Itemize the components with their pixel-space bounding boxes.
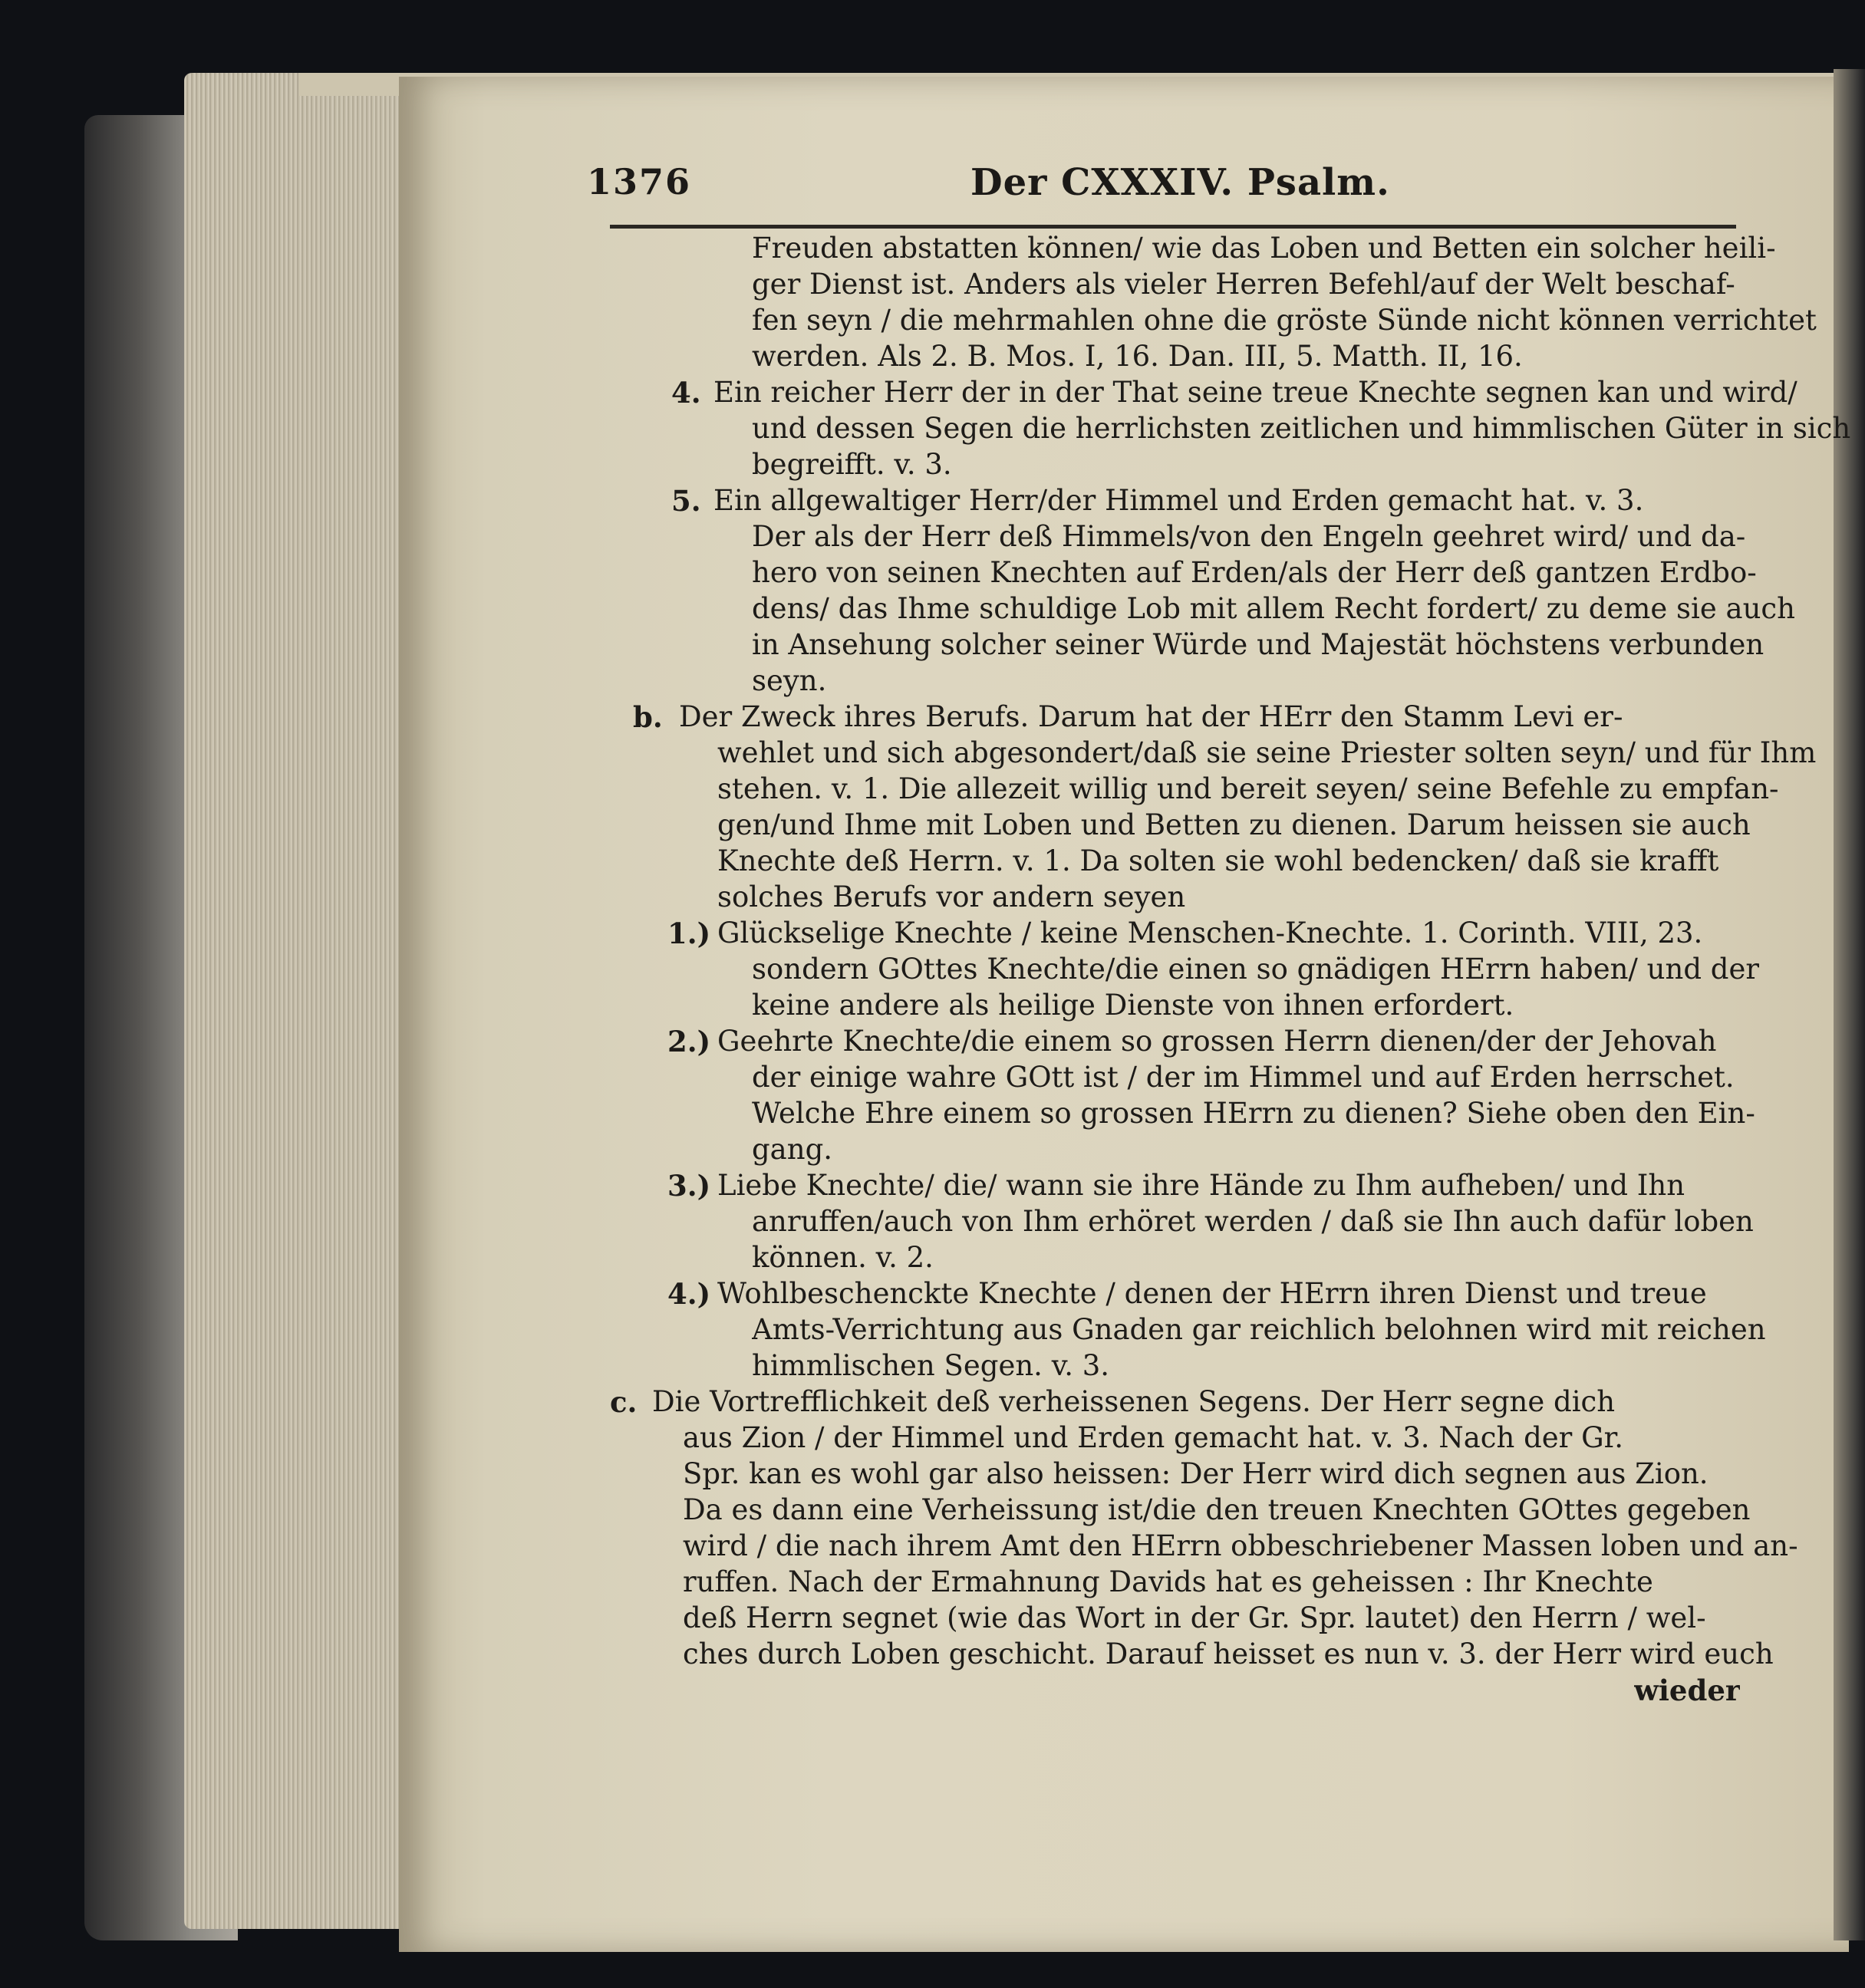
gutter-shadow [1834, 69, 1865, 1940]
text-line: anruffen/auch von Ihm erhöret werden / daß sie Ihn auch dafür loben [752, 1205, 1754, 1238]
text-line: Welche Ehre einem so grossen HErrn zu dienen? Siehe oben den Ein- [752, 1097, 1755, 1130]
text-line: Der Zweck ihres Berufs. Darum hat der HErr den Stamm Levi er- [679, 700, 1623, 733]
text-line: Da es dann eine Verheissung ist/die den treuen Knechten GOttes gegeben [683, 1493, 1751, 1526]
text-line: ches durch Loben geschicht. Darauf heisset es nun v. 3. der Herr wird euch [683, 1637, 1774, 1670]
text-line: sondern GOttes Knechte/die einen so gnädigen HErrn haben/ und der [752, 953, 1760, 986]
text-line: Freuden abstatten können/ wie das Loben und Betten ein solcher heili- [752, 232, 1776, 265]
text-line: der einige wahre GOtt ist / der im Himmel und auf Erden herrschet. [752, 1061, 1735, 1094]
text-line: Glückselige Knechte / keine Menschen-Knechte. 1. Corinth. VIII, 23. [717, 917, 1703, 950]
text-line: Ein reicher Herr der in der That seine treue Knechte segnen kan und wird/ [713, 376, 1797, 409]
text-line: gen/und Ihme mit Loben und Betten zu dienen. Darum heissen sie auch [717, 808, 1751, 841]
text-line: hero von seinen Knechten auf Erden/als der Herr deß gantzen Erdbo- [752, 556, 1757, 589]
item-label: 3.) [667, 1169, 711, 1203]
text-line: Ein allgewaltiger Herr/der Himmel und Erden gemacht hat. v. 3. [713, 484, 1644, 517]
text-line: fen seyn / die mehrmahlen ohne die gröste Sünde nicht können verrichtet [752, 304, 1817, 337]
item-label: 4.) [667, 1277, 711, 1311]
text-line: begreifft. v. 3. [752, 448, 952, 481]
text-line: deß Herrn segnet (wie das Wort in der Gr. Spr. lautet) den Herrn / wel- [683, 1601, 1706, 1634]
text-line: gang. [752, 1133, 833, 1166]
text-line: ger Dienst ist. Anders als vieler Herren Befehl/auf der Welt beschaf- [752, 268, 1735, 301]
item-label: c. [610, 1385, 638, 1419]
text-line: aus Zion / der Himmel und Erden gemacht hat. v. 3. Nach der Gr. [683, 1421, 1624, 1454]
text-line: himmlischen Segen. v. 3. [752, 1349, 1110, 1382]
catchword: wieder [1634, 1674, 1741, 1707]
item-label: 1.) [667, 917, 711, 950]
header-rule [610, 225, 1736, 229]
text-line: Der als der Herr deß Himmels/von den Engeln geehret wird/ und da- [752, 520, 1746, 553]
page-edges [184, 73, 414, 1929]
text-line: Wohlbeschenckte Knechte / denen der HErrn ihren Dienst und treue [717, 1277, 1707, 1310]
page-header [587, 153, 1431, 215]
text-line: seyn. [752, 664, 827, 697]
text-line: solches Berufs vor andern seyen [717, 880, 1186, 913]
text-line: keine andere als heilige Dienste von ihnen erfordert. [752, 989, 1514, 1022]
text-line: wehlet und sich abgesondert/daß sie seine Priester solten seyn/ und für Ihm [717, 736, 1817, 769]
item-label: 5. [671, 484, 701, 518]
text-line: dens/ das Ihme schuldige Lob mit allem Recht fordert/ zu deme sie auch [752, 592, 1795, 625]
text-line: werden. Als 2. B. Mos. I, 16. Dan. III, 5. Matth. II, 16. [752, 340, 1523, 373]
text-line: Amts-Verrichtung aus Gnaden gar reichlich belohnen wird mit reichen [752, 1313, 1766, 1346]
text-line: Liebe Knechte/ die/ wann sie ihre Hände zu Ihm aufheben/ und Ihn [717, 1169, 1685, 1202]
item-label: 4. [671, 376, 701, 410]
text-line: und dessen Segen die herrlichsten zeitlichen und himmlischen Güter in sich [752, 412, 1851, 445]
item-label: b. [633, 700, 663, 734]
text-line: in Ansehung solcher seiner Würde und Majestät höchstens verbunden [752, 628, 1765, 661]
page-number: 1376 [587, 161, 692, 202]
text-line: Knechte deß Herrn. v. 1. Da solten sie wohl bedencken/ daß sie krafft [717, 844, 1719, 877]
text-line: Die Vortrefflichkeit deß verheissenen Segens. Der Herr segne dich [652, 1385, 1616, 1418]
text-line: Geehrte Knechte/die einem so grossen Herrn dienen/der der Jehovah [717, 1025, 1717, 1058]
running-title: Der CXXXIV. Psalm. [970, 161, 1390, 204]
text-line: ruffen. Nach der Ermahnung Davids hat es geheissen : Ihr Knechte [683, 1565, 1653, 1598]
item-label: 2.) [667, 1025, 711, 1058]
text-line: Spr. kan es wohl gar also heissen: Der Herr wird dich segnen aus Zion. [683, 1457, 1708, 1490]
text-line: können. v. 2. [752, 1241, 934, 1274]
text-line: wird / die nach ihrem Amt den HErrn obbeschriebener Massen loben und an- [683, 1529, 1798, 1562]
text-line: stehen. v. 1. Die allezeit willig und bereit seyen/ seine Befehle zu empfan- [717, 772, 1779, 805]
